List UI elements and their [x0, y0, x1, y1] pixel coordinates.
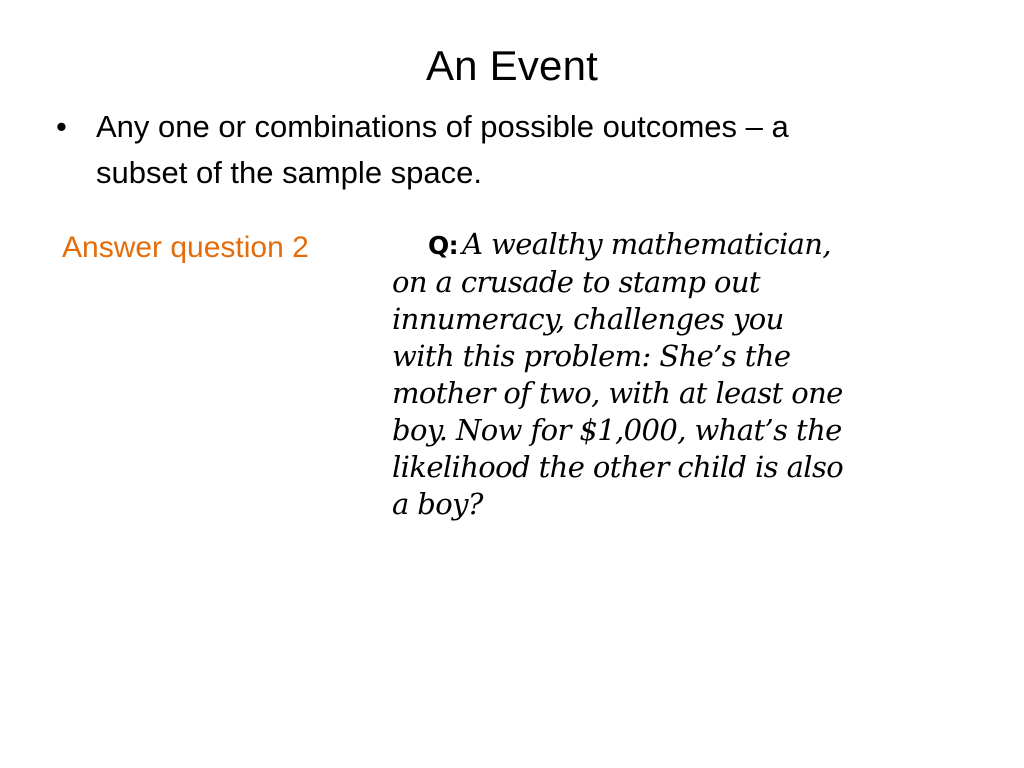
question-label: Q: [428, 231, 459, 260]
question-line-8: a boy? [392, 487, 483, 521]
slide-title: An Event [425, 42, 599, 89]
question-line-1 [392, 226, 852, 264]
answer-prompt: Answer question 2 [62, 231, 309, 264]
bullet-text-line-2: subset of the sample space. [96, 155, 483, 190]
bullet-item [56, 104, 956, 196]
question-line-6: boy. Now for $1,000, what’s the [392, 413, 842, 447]
question-line-2: on a crusade to stamp out [392, 265, 760, 299]
bullet-text-line-1: Any one or combinations of possible outcomes – a [96, 109, 789, 144]
bullet-dot-icon: • [56, 109, 67, 144]
question-image-text [392, 226, 852, 523]
bullet-list [56, 104, 956, 196]
question-line-3: innumeracy, challenges you [392, 302, 784, 336]
question-line-4: with this problem: She’s the [392, 339, 791, 373]
question-line-7: likelihood the other child is also [392, 450, 844, 484]
question-text-1: A wealthy mathematician, [462, 227, 832, 261]
question-line-5: mother of two, with at least one [392, 376, 843, 410]
